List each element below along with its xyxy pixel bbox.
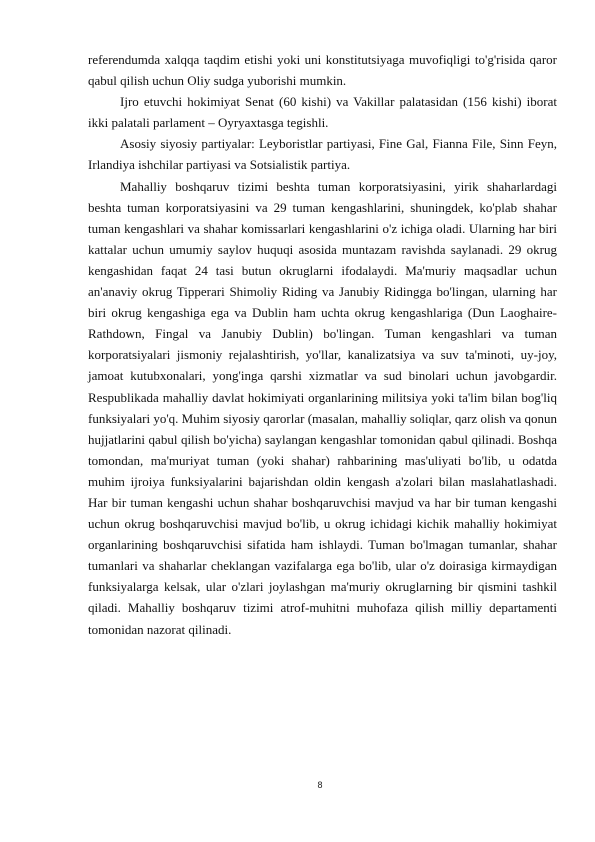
paragraph-political-parties: Asosiy siyosiy partiyalar: Leyboristlar partiyasi, Fine Gal, Fianna File, Sinn Feyn, Irlandiya ishchilar partiyasi va Sotsialistik partiya.	[88, 136, 557, 173]
paragraph-local-government: Mahalliy boshqaruv tizimi beshta tuman korporatsiyasini, yirik shaharlardagi beshta tuman korporatsiyasini va 29 tuman kengashlarini, shuningdek, ko'plab shahar tuman kengashlari va shahar komissarlari kengashlarini o'z ichiga oladi. Ularning har biri kattalar uchun umumiy saylov huquqi asosida muntazam ravishda saylanadi. 29 okrug kengashidan faqat 24 tasi butun okruglarni ifodalaydi. Ma'muriy maqsadlar uchun an'anaviy okrug Tipperari Shimoliy Riding va Janubiy Ridingga bo'lingan, ularning har biri okrug kengashiga ega va Dublin ham uchta okrug kengashlariga (Dun Laoghaire-Rathdown, Fingal va Janubiy Dublin) bo'lingan. Tuman kengashlari va tuman korporatsiyalari jismoniy rejalashtirish, yo'llar, kanalizatsiya va suv ta'minoti, uy-joy, jamoat kutubxonalari, yong'inga qarshi xizmatlar va sud binolari uchun javobgardir. Respublikada mahalliy davlat hokimiyati organlarining militsiya yoki ta'lim bilan bog'liq funksiyalari yo'q. Muhim siyosiy qarorlar (masalan, mahalliy soliqlar, qarz olish va qonun hujjatlarini qabul qilish bo'yicha) saylangan kengashlar tomonidan qabul qilinadi. Boshqa tomondan, ma'muriyat tuman (yoki shahar) rahbarining mas'uliyati bo'lib, u odatda muhim ijroiya funksiyalarini bajarishdan oldin kengash a'zolari bilan maslahatlashadi. Har bir tuman kengashi uchun shahar boshqaruvchisi mavjud va har bir tuman kengashi uchun okrug boshqaruvchisi mavjud bo'lib, u okrug ichidagi kichik mahalliy hokimiyat organlarining boshqaruvchisi sifatida ham ishlaydi. Tuman bo'lmagan tumanlar, shahar tumanlari va shaharlar cheklangan vazifalarga ega bo'lib, ular o'z doirasiga kirmaydigan funksiyalarga kelsak, ular o'zlari joylashgan ma'muriy okruglarning bir qismini tashkil qiladi. Mahalliy boshqaruv tizimi atrof-muhitni muhofaza qilish milliy departamenti tomonidan nazorat qilinadi.	[88, 178, 558, 637]
paragraph-executive-power: Ijro etuvchi hokimiyat Senat (60 kishi) va Vakillar palatasidan (156 kishi) iborat ikki palatali parlament – Oyryaxtasga tegishli.	[88, 94, 557, 131]
document-body	[88, 49, 557, 640]
page-number: 8	[317, 780, 323, 790]
paragraph-continuation: referendumda xalqqa taqdim etishi yoki uni konstitutsiyaga muvofiqligi to'g'risida qaror qabul qilish uchun Oliy sudga yuborishi mumkin.	[88, 52, 557, 89]
